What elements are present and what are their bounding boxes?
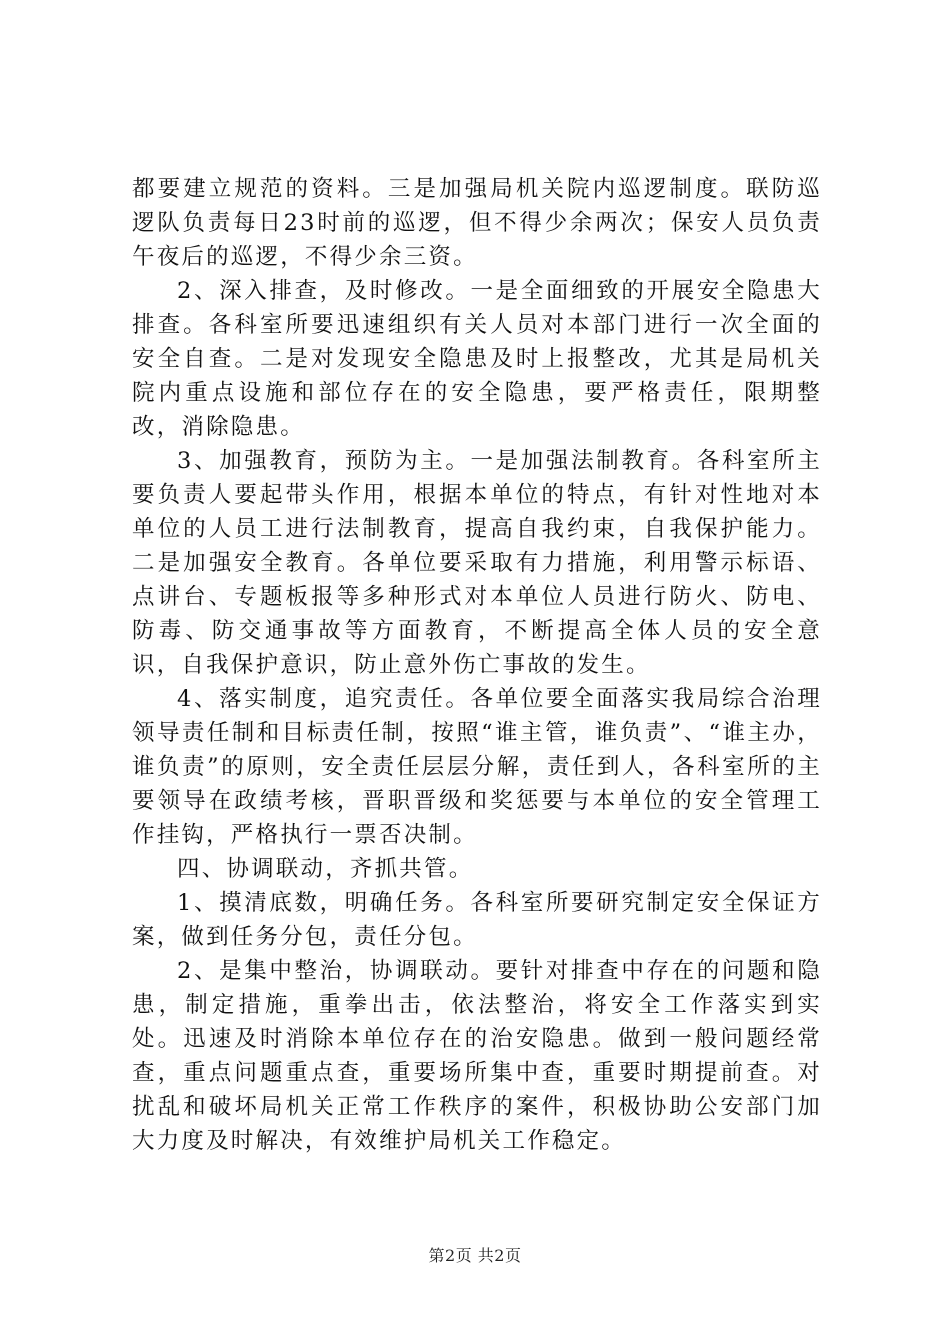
page-footer: 第2页 共2页 (428, 1246, 522, 1265)
paragraph-rectification: 2、是集中整治，协调联动。要针对排查中存在的问题和隐患，制定措施，重拳出击，依法整治，将安全工作落实到实处。迅速及时消除本单位存在的治安隐患。做到一般问题经常查，重点问题重点查，重要场所集中查，重要时期提前查。对扰乱和破坏局机关正常工作秩序的案件，积极协助公安部门加大力度及时解决，有效维护局机关工作稳定。 (132, 958, 822, 1154)
section-heading-coordination: 四、协调联动，齐抓共管。 (177, 856, 474, 882)
document-body (132, 172, 822, 1158)
paragraph-education: 3、加强教育，预防为主。一是加强法制教育。各科室所主要负责人要起带头作用，根据本单位的特点，有针对性地对本单位的人员工进行法制教育，提高自我约束，自我保护能力。二是加强安全教育。各单位要采取有力措施，利用警示标语、点讲台、专题板报等多种形式对本单位人员进行防火、防电、防毒、防交通事故等方面教育，不断提高全体人员的安全意识，自我保护意识，防止意外伤亡事故的发生。 (132, 448, 822, 678)
paragraph-responsibility: 4、落实制度，追究责任。各单位要全面落实我局综合治理领导责任制和目标责任制，按照“谁主管，谁负责”、“谁主办，谁负责”的原则，安全责任层层分解，责任到人，各科室所的主要领导在政绩考核，晋职晋级和奖惩要与本单位的安全管理工作挂钩，严格执行一票否决制。 (132, 686, 822, 848)
paragraph-continuation: 都要建立规范的资料。三是加强局机关院内巡逻制度。联防巡逻队负责每日23时前的巡逻，但不得少余两次；保安人员负责午夜后的巡逻，不得少余三资。 (132, 176, 822, 270)
paragraph-investigation: 2、深入排查，及时修改。一是全面细致的开展安全隐患大排查。各科室所要迅速组织有关人员对本部门进行一次全面的安全自查。二是对发现安全隐患及时上报整改，尤其是局机关院内重点设施和部位存在的安全隐患，要严格责任，限期整改，消除隐患。 (132, 278, 822, 440)
paragraph-tasks: 1、摸清底数，明确任务。各科室所要研究制定安全保证方案，做到任务分包，责任分包。 (132, 890, 822, 950)
